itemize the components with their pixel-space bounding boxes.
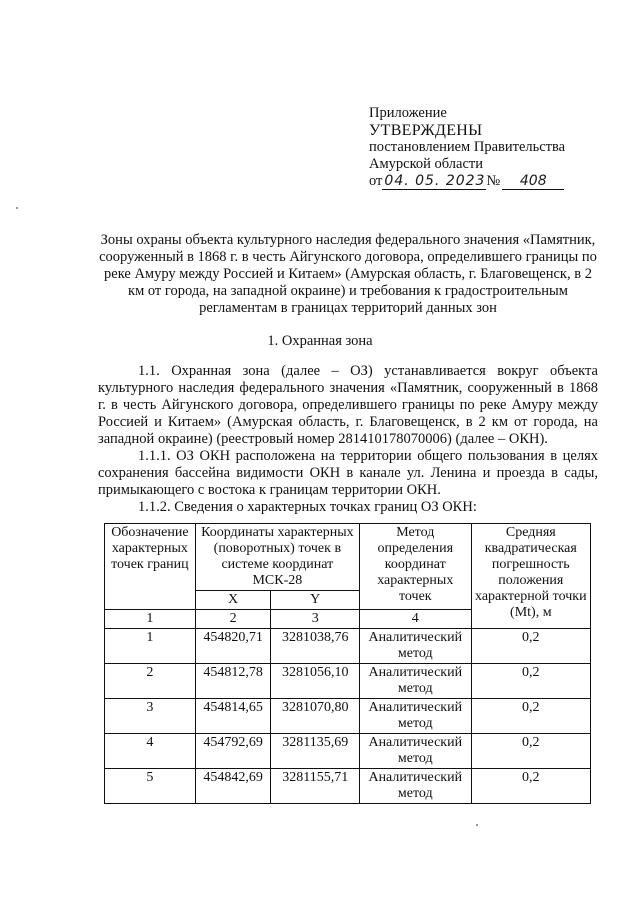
point-cell: 1 — [105, 629, 196, 664]
numbering-cell: 3 — [271, 610, 360, 629]
point-cell: 2 — [105, 664, 196, 699]
point-cell: 5 — [105, 769, 196, 804]
resolution-label: постановлением Правительства — [369, 139, 566, 155]
body-text — [98, 363, 598, 516]
y-cell: 3281070,80 — [271, 699, 360, 734]
number-prefix: № — [486, 173, 501, 189]
handwritten-date: 04. 05. 2023 — [384, 173, 486, 189]
table-row — [105, 629, 591, 664]
numbering-cell: 2 — [195, 610, 271, 629]
error-cell: 0,2 — [471, 664, 590, 699]
header-coordinates: Координаты характерных (поворотных) точек в системе координат МСК-28 — [195, 524, 359, 591]
header-method: Метод определения координат характерных точек — [359, 524, 471, 610]
y-cell: 3281056,10 — [271, 664, 360, 699]
approved-label: УТВЕРЖДЕНЫ — [369, 122, 483, 139]
table-row — [105, 769, 591, 804]
error-cell: 0,2 — [471, 629, 590, 664]
numbering-cell: 1 — [105, 610, 196, 629]
method-cell: Аналитический метод — [359, 699, 471, 734]
boundary-points-table — [104, 523, 591, 804]
error-cell: 0,2 — [471, 769, 590, 804]
method-cell: Аналитический метод — [359, 629, 471, 664]
document-title: Зоны охраны объекта культурного наследия федерального значения «Памятник, сооруженный в 1868 г. в честь Айгунского договора, определившего границы по реке Амуру между Россией и Китаем» (Амурская область, г. Благовещенск, в 2 км от города, на западной окраине) и требования к градостроительным регламентам в границах территорий данных зон — [99, 232, 597, 316]
scan-speck — [16, 207, 18, 209]
method-cell: Аналитический метод — [359, 664, 471, 699]
y-cell: 3281038,76 — [271, 629, 360, 664]
error-cell: 0,2 — [471, 734, 590, 769]
region-label: Амурской области — [369, 156, 483, 172]
handwritten-number: 408 — [502, 173, 564, 190]
point-cell: 4 — [105, 734, 196, 769]
method-cell: Аналитический метод — [359, 734, 471, 769]
header-error: Средняя квадратическая погрешность положения характерной точки (Mt), м — [471, 524, 590, 629]
paragraph-1-1: 1.1. Охранная зона (далее – ОЗ) устанавливается вокруг объекта культурного наследия федерального значения «Памятник, сооруженный в 1868 г. в честь Айгунского договора, определившего границы по реке Амуру между Россией и Китаем» (Амурская область, г. Благовещенск, в 2 км от города, на западной окраине) (реестровый номер 281410178070006) (далее – ОКН). — [98, 363, 598, 447]
x-cell: 454812,78 — [195, 664, 271, 699]
x-cell: 454842,69 — [195, 769, 271, 804]
x-cell: 454820,71 — [195, 629, 271, 664]
date-number-row — [369, 173, 609, 190]
scan-speck — [476, 824, 478, 826]
x-cell: 454792,69 — [195, 734, 271, 769]
y-cell: 3281135,69 — [271, 734, 360, 769]
appendix-label: Приложение — [369, 105, 447, 121]
x-cell: 454814,65 — [195, 699, 271, 734]
paragraph-1-1-2: 1.1.2. Сведения о характерных точках границ ОЗ ОКН: — [138, 499, 477, 515]
paragraph-1-1-1: 1.1.1. ОЗ ОКН расположена на территории общего пользования в целях сохранения бассейна видимости ОКН в канале ул. Ленина и проезда в сады, примыкающего с востока к границам территории ОКН. — [98, 448, 598, 498]
section-heading: 1. Охранная зона — [267, 333, 373, 349]
table-row — [105, 734, 591, 769]
header-x: X — [195, 591, 271, 610]
date-prefix: от — [369, 173, 383, 189]
header-y: Y — [271, 591, 360, 610]
error-cell: 0,2 — [471, 699, 590, 734]
y-cell: 3281155,71 — [271, 769, 360, 804]
header-point-designation: Обозначение характерных точек границ — [105, 524, 196, 610]
table-row — [105, 664, 591, 699]
table-row — [105, 699, 591, 734]
table-header-row — [105, 524, 591, 591]
numbering-cell: 4 — [359, 610, 471, 629]
method-cell: Аналитический метод — [359, 769, 471, 804]
point-cell: 3 — [105, 699, 196, 734]
approval-block — [369, 105, 609, 190]
